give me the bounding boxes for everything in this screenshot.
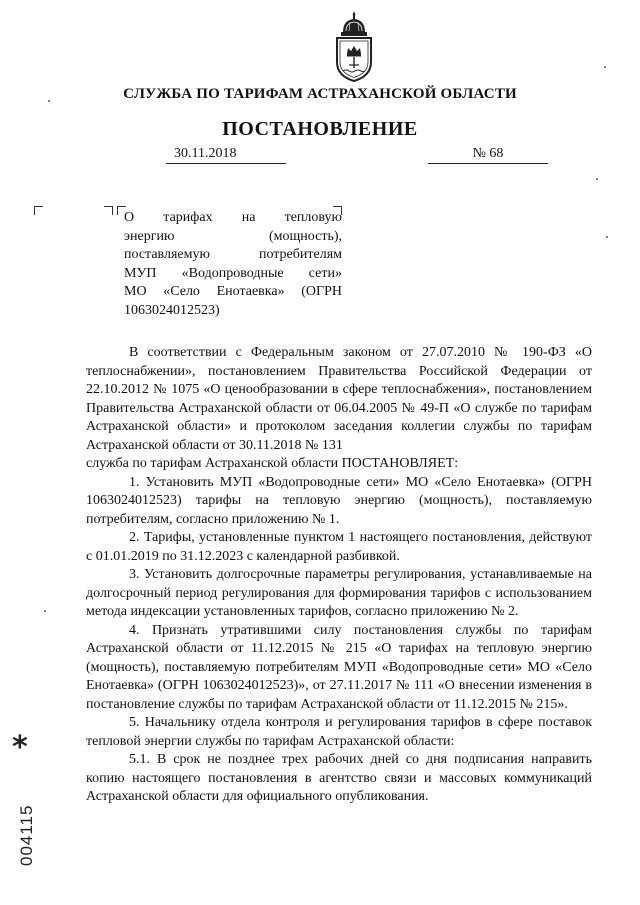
decides-line: служба по тарифам Астраханской области ПОСТАНОВЛЯЕТ: <box>86 456 459 471</box>
subject-line: 1063024012523) <box>124 302 220 318</box>
organization-name: СЛУЖБА ПО ТАРИФАМ АСТРАХАНСКОЙ ОБЛАСТИ <box>123 86 517 102</box>
subject-line: О тарифах на тепловую <box>124 210 342 225</box>
subject-line: МУП «Водопроводные сети» <box>124 265 342 281</box>
scan-speck <box>604 66 606 68</box>
clause-5-1: 5.1. В срок не позднее трех рабочих дней со дня подписания направить копию настоящего постановления в агентство связи и массовых коммуникаций Астраханской области для официального опубликования. <box>86 752 592 804</box>
side-stamp-star: * <box>12 730 28 765</box>
side-stamp-number: 004115 <box>17 804 36 866</box>
clause-1: 1. Установить МУП «Водопроводные сети» МО «Село Енотаевка» (ОГРН 1063024012523) тарифы на тепловую энергию (мощность), поставляемую потребителям, согласно приложению № 1. <box>86 474 592 527</box>
scan-speck <box>596 178 598 180</box>
subject-line: МО «Село Енотаевка» (ОГРН <box>124 284 342 299</box>
subject-line: энергию (мощность), <box>124 228 342 244</box>
document-body <box>86 344 592 807</box>
scan-speck <box>44 610 46 612</box>
preamble-paragraph: В соответствии с Федеральным законом от 27.07.2010 № 190-ФЗ «О теплоснабжении», постановлением Правительства Российской Федерации от 22.10.2012 № 1075 «О ценообразовании в сфере теплоснабжения», постановлением Правительства Астраханской области от 06.04.2005 № 49-П «О службе по тарифам Астраханской области» и протоколом заседания коллегии службы по тарифам Астраханской области от 30.11.2018 № 131 <box>86 345 592 453</box>
corner-mark-top-left <box>34 206 43 215</box>
coat-of-arms-icon <box>329 10 379 82</box>
corner-mark-left-end <box>104 206 113 215</box>
clause-3: 3. Установить долгосрочные параметры регулирования, устанавливаемые на долгосрочный период регулирования для формирования тарифов с использованием метода индексации установленных тарифов, согласно приложению № 2. <box>86 567 592 619</box>
document-type-title: ПОСТАНОВЛЕНИЕ <box>222 118 418 140</box>
clause-2: 2. Тарифы, установленные пунктом 1 настоящего постановления, действуют с 01.01.2019 по 31.12.2023 с календарной разбивкой. <box>86 530 592 564</box>
subject-line: поставляемую потребителям <box>124 247 342 262</box>
scan-speck <box>606 236 608 238</box>
clause-5: 5. Начальнику отдела контроля и регулирования тарифов в сфере поставок тепловой энергии службы по тарифам Астраханской области: <box>86 715 592 749</box>
document-date: 30.11.2018 <box>166 145 286 164</box>
clause-4: 4. Признать утратившими силу постановления службы по тарифам Астраханской области от 11.12.2015 № 215 «О тарифах на тепловую энергию (мощность), поставляемую потребителям МУП «Водопроводные сети» МО «Село Енотаевка» (ОГРН 1063024012523)», от 27.11.2017 № 111 «О внесении изменения в постановление службы по тарифам Астраханской области от 11.12.2015 № 215». <box>86 622 592 712</box>
document-subject <box>124 209 342 320</box>
scan-speck <box>48 100 50 102</box>
document-number: № 68 <box>428 145 548 164</box>
